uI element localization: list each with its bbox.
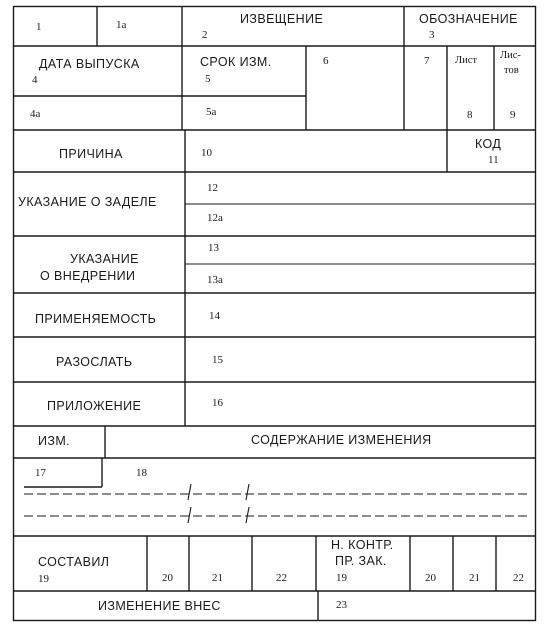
- implementation-label-line1: УКАЗАНИЕ: [70, 252, 139, 266]
- field-number-22-right: 22: [513, 572, 524, 584]
- designation-heading: ОБОЗНАЧЕНИЕ: [419, 12, 518, 26]
- change-term-label: СРОК ИЗМ.: [200, 55, 272, 69]
- change-number-label: ИЗМ.: [38, 434, 71, 448]
- field-number-1a: 1а: [116, 19, 127, 31]
- field-number-9: 9: [510, 109, 516, 121]
- field-number-11: 11: [488, 154, 499, 166]
- notice-heading: ИЗВЕЩЕНИЕ: [240, 12, 324, 26]
- field-number-8: 8: [467, 109, 473, 121]
- field-number-13: 13: [208, 242, 219, 254]
- field-number-20-right: 20: [425, 572, 436, 584]
- field-number-17: 17: [35, 467, 46, 479]
- field-number-12a: 12а: [207, 212, 223, 224]
- attachment-label: ПРИЛОЖЕНИЕ: [47, 399, 142, 413]
- field-number-5: 5: [205, 73, 211, 85]
- norm-control-label: Н. КОНТР.: [331, 538, 394, 552]
- applicability-label: ПРИМЕНЯЕМОСТЬ: [35, 312, 157, 326]
- backlog-instruction-label: УКАЗАНИЕ О ЗАДЕЛЕ: [18, 195, 157, 209]
- code-label: КОД: [475, 137, 502, 151]
- field-number-7: 7: [424, 55, 430, 67]
- field-number-18: 18: [136, 467, 147, 479]
- field-number-6: 6: [323, 55, 329, 67]
- plant-rep-label: ПР. ЗАК.: [335, 554, 387, 568]
- compiled-by-label: СОСТАВИЛ: [38, 555, 110, 569]
- sheet-label: Лист: [455, 55, 477, 66]
- implementation-label-line2: О ВНЕДРЕНИИ: [40, 269, 136, 283]
- sheets-label-line2: тов: [504, 65, 519, 76]
- field-number-4: 4: [32, 74, 38, 86]
- field-number-16: 16: [212, 397, 223, 409]
- field-number-4a: 4а: [30, 108, 41, 120]
- distribute-label: РАЗОСЛАТЬ: [56, 355, 133, 369]
- change-entered-by-label: ИЗМЕНЕНИЕ ВНЕС: [98, 599, 221, 613]
- field-number-14: 14: [209, 310, 220, 322]
- field-number-19: 19: [38, 573, 49, 585]
- field-number-15: 15: [212, 354, 223, 366]
- field-number-19-right: 19: [336, 572, 347, 584]
- change-content-heading: СОДЕРЖАНИЕ ИЗМЕНЕНИЯ: [251, 433, 432, 447]
- field-number-2: 2: [202, 29, 208, 41]
- issue-date-label: ДАТА ВЫПУСКА: [39, 57, 140, 71]
- field-number-10: 10: [201, 147, 212, 159]
- field-number-20: 20: [162, 572, 173, 584]
- field-number-21-right: 21: [469, 572, 480, 584]
- field-number-1: 1: [36, 21, 42, 33]
- field-number-5a: 5а: [206, 106, 217, 118]
- field-number-12: 12: [207, 182, 218, 194]
- reason-label: ПРИЧИНА: [59, 147, 123, 161]
- field-number-22: 22: [276, 572, 287, 584]
- sheets-label-line1: Лис-: [500, 50, 521, 61]
- field-number-23: 23: [336, 599, 347, 611]
- field-number-3: 3: [429, 29, 435, 41]
- field-number-13a: 13а: [207, 274, 223, 286]
- field-number-21: 21: [212, 572, 223, 584]
